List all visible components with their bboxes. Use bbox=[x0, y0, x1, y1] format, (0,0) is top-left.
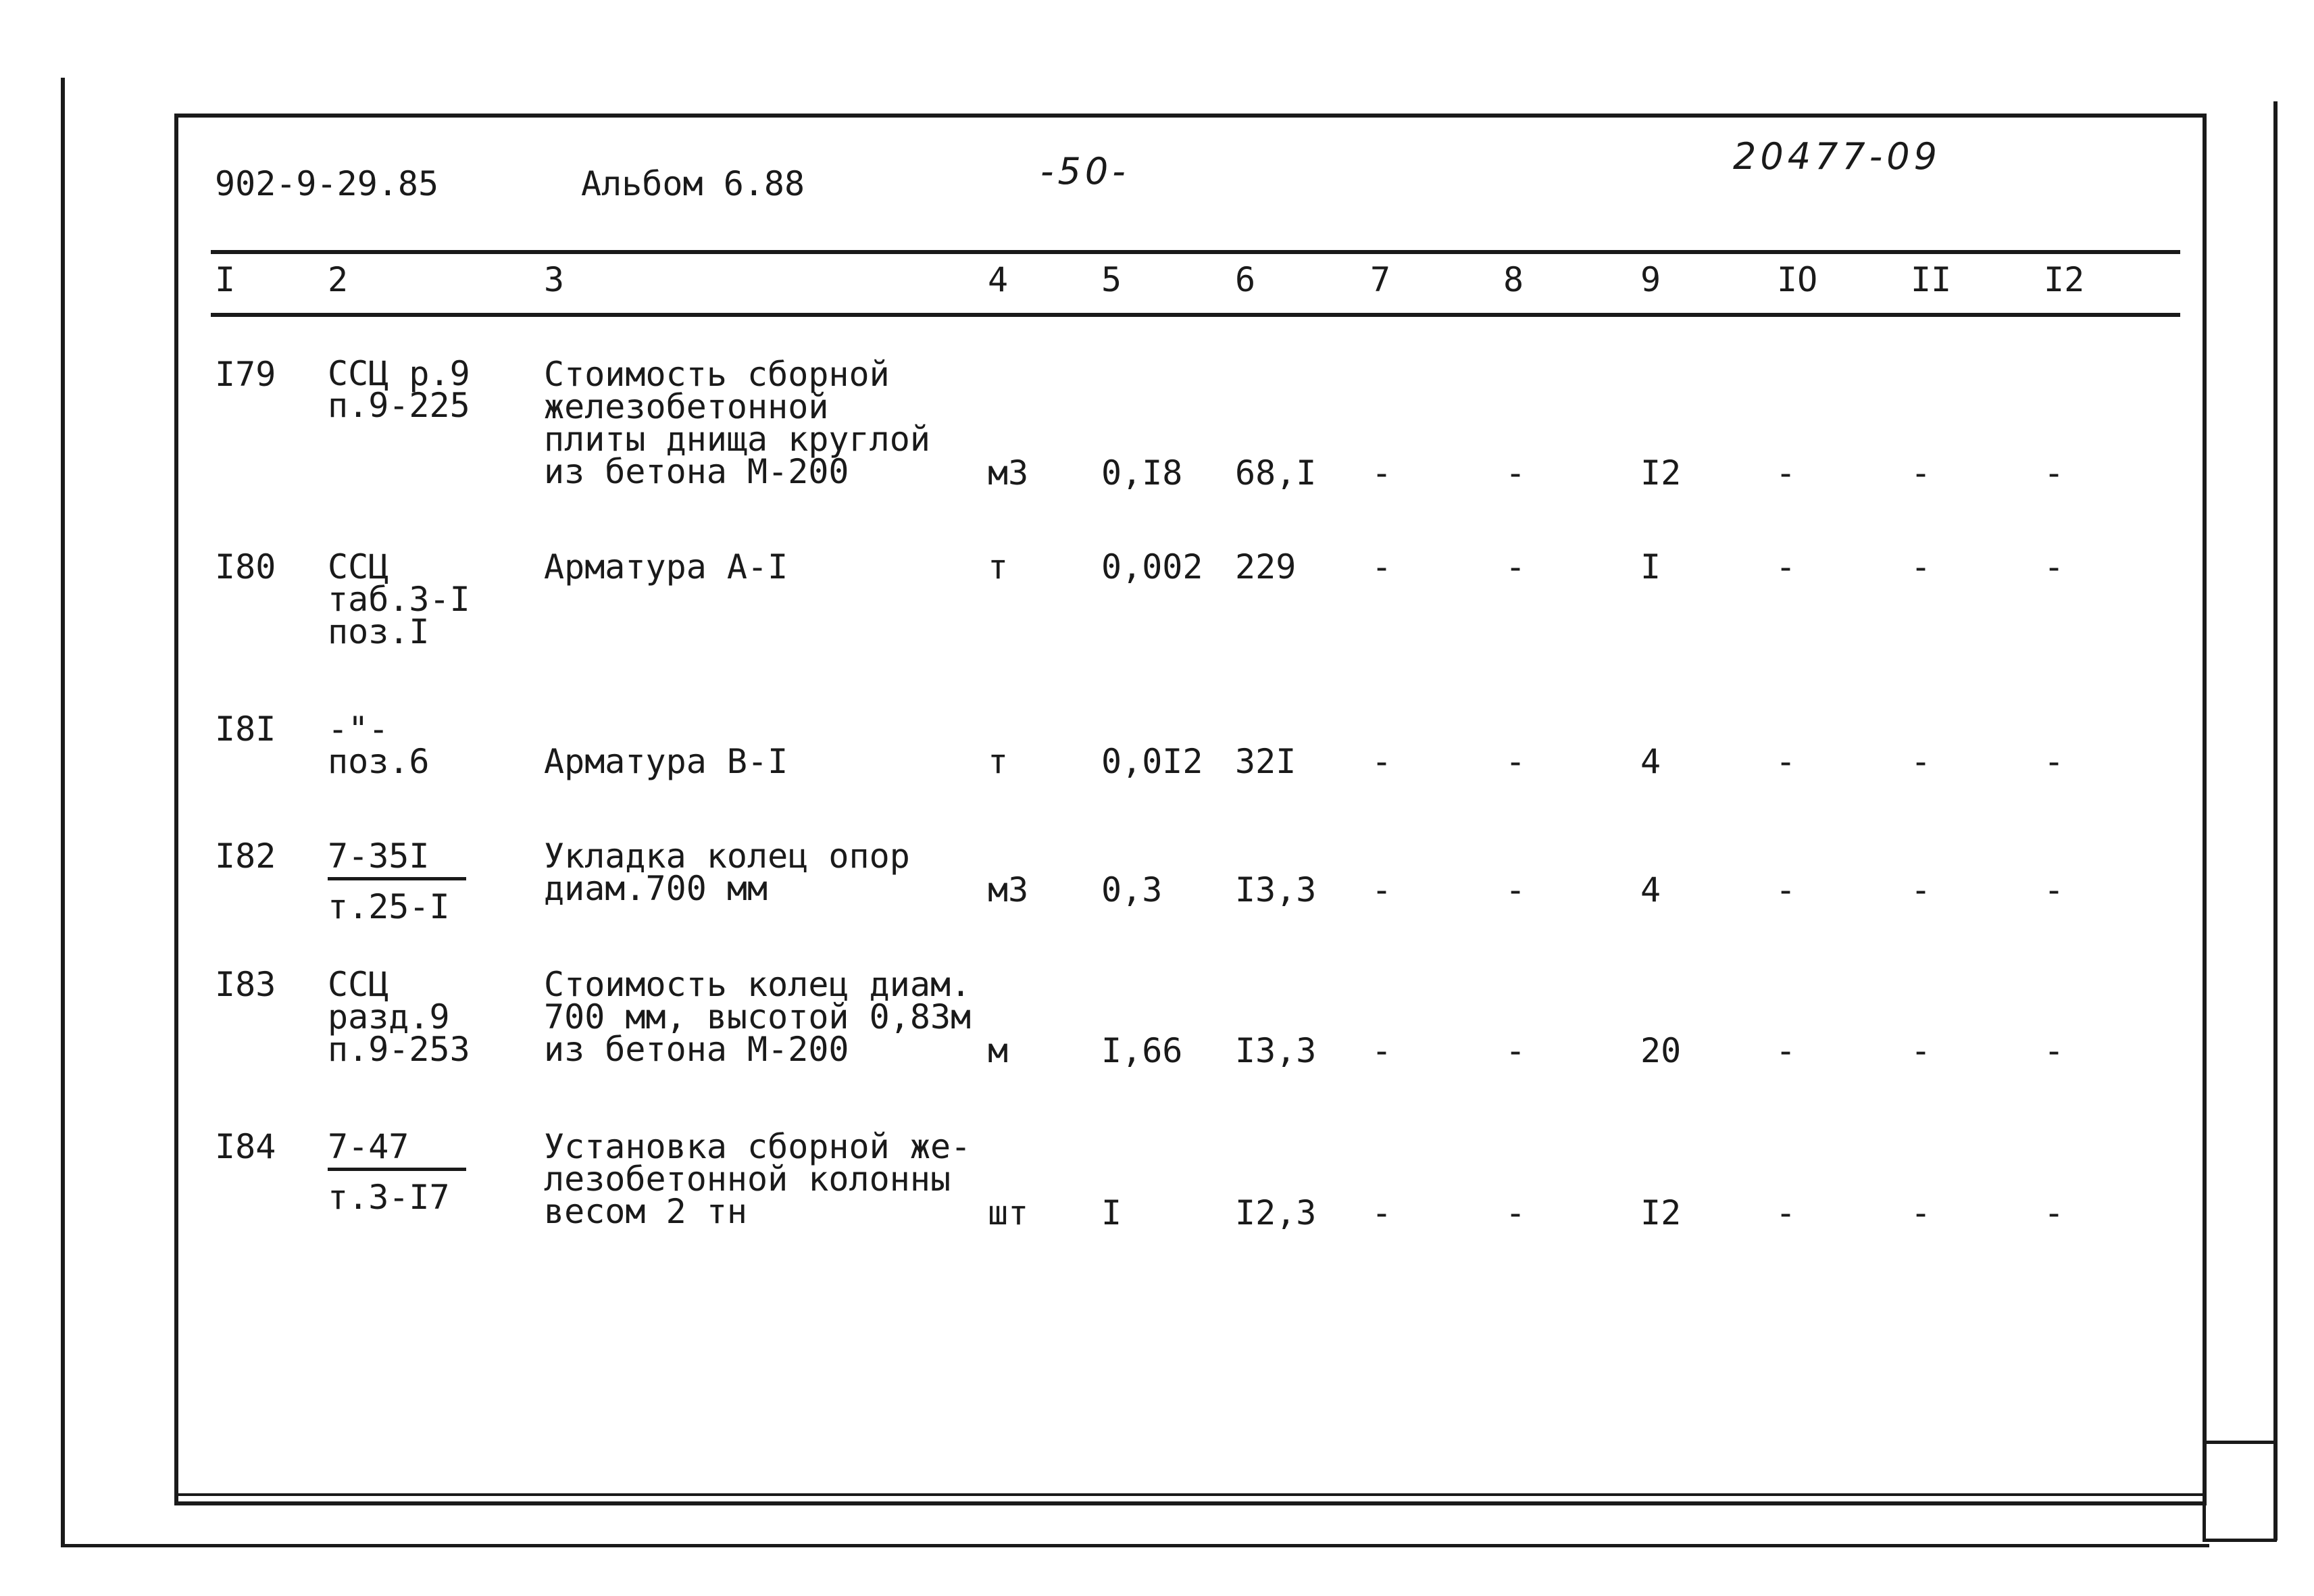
row-price: 229 bbox=[1235, 547, 1297, 587]
row-col7: - bbox=[1372, 870, 1392, 909]
row-price: 32I bbox=[1235, 742, 1297, 781]
row-number: I79 bbox=[215, 355, 276, 394]
page-left-edge bbox=[61, 78, 65, 1547]
col-header-7: 7 bbox=[1370, 260, 1391, 299]
row-description-line: железобетонной bbox=[544, 387, 829, 426]
row-description-line: Установка сборной же- bbox=[544, 1127, 972, 1166]
col-header-10: IO bbox=[1777, 260, 1818, 299]
row-code-line: поз.I bbox=[328, 612, 430, 651]
row-number: I83 bbox=[215, 965, 276, 1004]
row-col11: - bbox=[1911, 870, 1932, 909]
col-header-8: 8 bbox=[1503, 260, 1524, 299]
row-col7: - bbox=[1372, 1193, 1392, 1232]
row-price: I3,3 bbox=[1235, 1031, 1317, 1070]
row-col10: - bbox=[1776, 1193, 1796, 1232]
frame-bottom-double bbox=[174, 1493, 2207, 1496]
row-col12: - bbox=[2044, 547, 2065, 587]
row-quantity: I,66 bbox=[1101, 1031, 1183, 1070]
row-description-line: из бетона М-200 bbox=[544, 1030, 849, 1069]
row-col8: - bbox=[1505, 1193, 1526, 1232]
row-description-line: плиты днища круглой bbox=[544, 420, 930, 459]
code-fraction-line bbox=[328, 1168, 466, 1171]
row-col11: - bbox=[1911, 1193, 1932, 1232]
row-number: I82 bbox=[215, 837, 276, 876]
row-number: I8I bbox=[215, 709, 276, 749]
row-description-line: Арматура В-I bbox=[544, 742, 788, 781]
stamp-box bbox=[2203, 1441, 2277, 1542]
row-quantity: I bbox=[1101, 1193, 1122, 1232]
row-price: I3,3 bbox=[1235, 870, 1317, 909]
row-unit: м bbox=[988, 1031, 1009, 1070]
row-col11: - bbox=[1911, 742, 1932, 781]
row-unit: шт bbox=[988, 1193, 1029, 1232]
page-number: -50- bbox=[1040, 150, 1130, 193]
row-description-line: Арматура А-I bbox=[544, 547, 788, 587]
col-header-12: I2 bbox=[2044, 260, 2085, 299]
row-description-line: 700 мм, высотой 0,83м bbox=[544, 997, 972, 1037]
col-header-11: II bbox=[1911, 260, 1952, 299]
archive-number: 20477-09 bbox=[1733, 135, 1941, 178]
row-unit: т bbox=[988, 547, 1009, 587]
row-price: 68,I bbox=[1235, 453, 1317, 493]
row-code-line: разд.9 bbox=[328, 997, 450, 1037]
row-col10: - bbox=[1776, 547, 1796, 587]
row-quantity: 0,I8 bbox=[1101, 453, 1183, 493]
row-code-line: ССЦ bbox=[328, 547, 389, 587]
header-bottom-rule bbox=[211, 313, 2180, 317]
document-frame bbox=[174, 114, 2207, 1505]
row-description-line: Укладка колец опор bbox=[544, 837, 910, 876]
col-header-4: 4 bbox=[988, 260, 1009, 299]
document-code: 902-9-29.85 bbox=[215, 164, 439, 203]
row-col7: - bbox=[1372, 547, 1392, 587]
row-col9: 4 bbox=[1640, 742, 1661, 781]
row-code-line: 7-35I bbox=[328, 837, 430, 876]
page-right-edge bbox=[2273, 101, 2278, 1541]
row-code-line: ССЦ р.9 bbox=[328, 354, 470, 393]
col-header-1: I bbox=[215, 260, 236, 299]
row-col8: - bbox=[1505, 742, 1526, 781]
row-price: I2,3 bbox=[1235, 1193, 1317, 1232]
row-col12: - bbox=[2044, 453, 2065, 493]
code-fraction-line bbox=[328, 877, 466, 880]
row-col11: - bbox=[1911, 547, 1932, 587]
row-description-line: диам.700 мм bbox=[544, 869, 768, 908]
row-description-line: лезобетонной колонны bbox=[544, 1159, 951, 1199]
row-col10: - bbox=[1776, 742, 1796, 781]
row-code-line: таб.3-I bbox=[328, 580, 470, 619]
row-col12: - bbox=[2044, 1193, 2065, 1232]
row-col7: - bbox=[1372, 453, 1392, 493]
row-col10: - bbox=[1776, 453, 1796, 493]
row-code-line: -"- bbox=[328, 709, 389, 749]
row-col8: - bbox=[1505, 870, 1526, 909]
row-code-line: п.9-225 bbox=[328, 386, 470, 425]
row-col8: - bbox=[1505, 1031, 1526, 1070]
row-code-line: ССЦ bbox=[328, 965, 389, 1004]
row-col12: - bbox=[2044, 1031, 2065, 1070]
col-header-3: 3 bbox=[544, 260, 565, 299]
row-col9: I2 bbox=[1640, 453, 1682, 493]
row-col10: - bbox=[1776, 870, 1796, 909]
row-quantity: 0,002 bbox=[1101, 547, 1203, 587]
row-col8: - bbox=[1505, 547, 1526, 587]
row-col9: I2 bbox=[1640, 1193, 1682, 1232]
row-description-line: Стоимость колец диам. bbox=[544, 965, 972, 1004]
row-col8: - bbox=[1505, 453, 1526, 493]
row-code-line: 7-47 bbox=[328, 1127, 409, 1166]
row-col7: - bbox=[1372, 1031, 1392, 1070]
row-code-line: т.3-I7 bbox=[328, 1178, 450, 1217]
col-header-2: 2 bbox=[328, 260, 349, 299]
album-label: Альбом 6.88 bbox=[581, 164, 805, 203]
header-top-rule bbox=[211, 250, 2180, 254]
row-code-line: т.25-I bbox=[328, 887, 450, 926]
row-col11: - bbox=[1911, 453, 1932, 493]
row-code-line: поз.6 bbox=[328, 742, 430, 781]
col-header-5: 5 bbox=[1101, 260, 1122, 299]
row-quantity: 0,0I2 bbox=[1101, 742, 1203, 781]
col-header-6: 6 bbox=[1235, 260, 1256, 299]
row-number: I80 bbox=[215, 547, 276, 587]
row-unit: м3 bbox=[988, 453, 1029, 493]
row-description-line: Стоимость сборной bbox=[544, 355, 890, 394]
row-quantity: 0,3 bbox=[1101, 870, 1163, 909]
col-header-9: 9 bbox=[1640, 260, 1661, 299]
row-col12: - bbox=[2044, 742, 2065, 781]
row-col9: 20 bbox=[1640, 1031, 1682, 1070]
row-description-line: из бетона М-200 bbox=[544, 452, 849, 491]
row-col10: - bbox=[1776, 1031, 1796, 1070]
row-unit: м3 bbox=[988, 870, 1029, 909]
row-description-line: весом 2 тн bbox=[544, 1192, 748, 1231]
row-col11: - bbox=[1911, 1031, 1932, 1070]
row-unit: т bbox=[988, 742, 1009, 781]
row-col12: - bbox=[2044, 870, 2065, 909]
row-number: I84 bbox=[215, 1127, 276, 1166]
row-col9: I bbox=[1640, 547, 1661, 587]
row-col7: - bbox=[1372, 742, 1392, 781]
page-bottom-edge bbox=[61, 1544, 2209, 1547]
row-col9: 4 bbox=[1640, 870, 1661, 909]
row-code-line: п.9-253 bbox=[328, 1030, 470, 1069]
